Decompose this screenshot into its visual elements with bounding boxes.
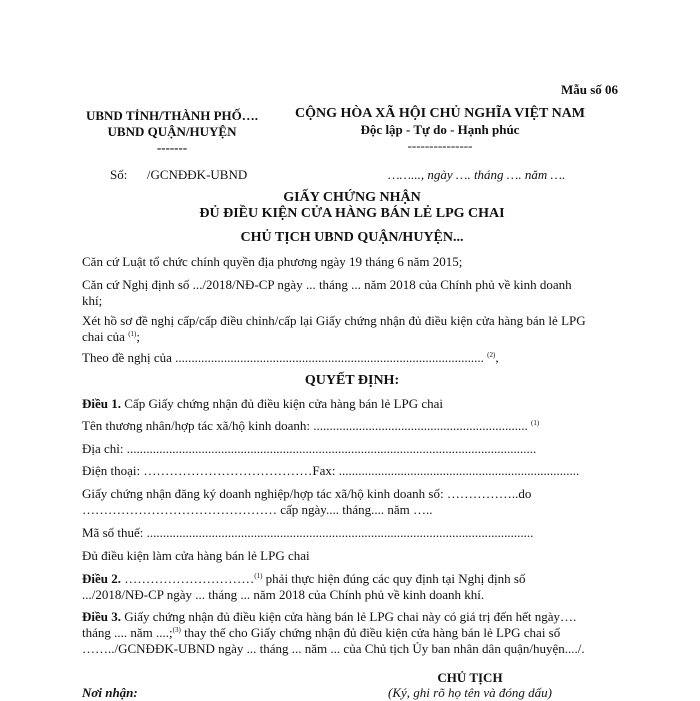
- preamble-law: Căn cứ Luật tổ chức chính quyền địa phương ngày 19 tháng 6 năm 2015;: [82, 254, 463, 269]
- article-3-cont: tháng .... năm ....;$^{(3)}$ thay thế cho Giấy chứng nhận đủ điều kiện cửa hàng bán lẻ LPG chai số: [82, 625, 561, 640]
- signer-title: CHỦ TỊCH: [437, 670, 503, 685]
- field-trader-name: Tên thương nhân/hợp tác xã/hộ kinh doanh: .................................................................. $^{(1)}$: [82, 418, 540, 433]
- article-2-cont: .../2018/NĐ-CP ngày ... tháng ... năm 2018 của Chính phủ về kinh doanh khí.: [82, 587, 485, 602]
- national-motto: Độc lập - Tự do - Hạnh phúc: [360, 122, 520, 137]
- field-tax-code: Mã số thuế: .......................................................................................................................: [82, 525, 534, 540]
- article-2: Điều 2. …………………………$^{(1)}$ phải thực hiện đúng các quy định tại Nghị định số: [82, 571, 526, 586]
- national-title: CỘNG HÒA XÃ HỘI CHỦ NGHĨA VIỆT NAM: [294, 106, 585, 121]
- document-number: Số: /GCNĐĐK-UBND: [110, 167, 248, 182]
- footnote-ref: (1): [531, 419, 540, 427]
- field-registration: Giấy chứng nhận đăng ký doanh nghiệp/hợp tác xã/hộ kinh doanh số: ……………..do: [82, 486, 532, 501]
- preamble-decree: Căn cứ Nghị định số .../2018/NĐ-CP ngày ... tháng ... năm 2018 của Chính phủ về kinh doanh: [82, 277, 572, 292]
- form-number: Mẫu số 06: [560, 82, 618, 97]
- issuer-title: CHỦ TỊCH UBND QUẬN/HUYỆN...: [240, 230, 464, 245]
- right-header-separator: ---------------: [407, 138, 473, 153]
- footnote-ref: (1): [128, 330, 137, 338]
- authority-province: UBND TỈNH/THÀNH PHỐ….: [85, 108, 259, 123]
- issue-date: ……..., ngày …. tháng …. năm ….: [388, 167, 566, 182]
- article-1: Điều 1. Cấp Giấy chứng nhận đủ điều kiện cửa hàng bán lẻ LPG chai: [82, 396, 444, 411]
- footnote-ref: (2): [487, 351, 496, 359]
- footnote-ref: (3): [172, 626, 181, 634]
- title-line-2: ĐỦ ĐIỀU KIỆN CỬA HÀNG BÁN LẺ LPG CHAI: [199, 206, 505, 221]
- recipients-label: Nơi nhận:: [82, 685, 138, 700]
- title-line-1: GIẤY CHỨNG NHẬN: [283, 190, 421, 205]
- article-3: Điều 3. Giấy chứng nhận đủ điều kiện cửa hàng bán lẻ LPG chai này có giá trị đến hết ngày….: [82, 609, 577, 624]
- preamble-decree-cont: khí;: [82, 293, 103, 308]
- preamble-application: Xét hồ sơ đề nghị cấp/cấp điều chỉnh/cấp lại Giấy chứng nhận đủ điều kiện cửa hàng bán lẻ LPG: [82, 313, 586, 328]
- field-address: Địa chỉ: ..............................................................................................................................: [82, 441, 537, 456]
- article-1-label: Điều 1.: [82, 396, 121, 411]
- left-header-separator: -------: [156, 140, 188, 155]
- footnote-ref: (1): [254, 572, 263, 580]
- preamble-application-cont: chai của $^{(1)}$;: [82, 329, 140, 344]
- authority-district: UBND QUẬN/HUYỆN: [107, 124, 237, 139]
- document-title: [82, 190, 622, 222]
- article-2-label: Điều 2.: [82, 571, 121, 586]
- preamble-proposal: Theo đề nghị của ............................................................................................... $^{(2)}$,: [82, 350, 499, 365]
- field-phone-fax: Điện thoại: …………………………………Fax: ..........................................................................: [82, 463, 580, 478]
- signer-note: (Ký, ghi rõ họ tên và đóng dấu): [388, 685, 552, 700]
- eligibility-statement: Đủ điều kiện làm cửa hàng bán lẻ LPG chai: [82, 548, 310, 563]
- right-header: [280, 106, 600, 154]
- article-3-cont-2: ……../GCNĐĐK-UBND ngày ... tháng ... năm ... của Chủ tịch Ủy ban nhân dân quận/huyện..../.: [82, 641, 585, 656]
- left-header: [82, 108, 262, 156]
- decision-heading: QUYẾT ĐỊNH:: [304, 373, 400, 388]
- field-registration-cont: ……………………………………… cấp ngày.... tháng.... năm …..: [82, 502, 433, 517]
- article-3-label: Điều 3.: [82, 609, 121, 624]
